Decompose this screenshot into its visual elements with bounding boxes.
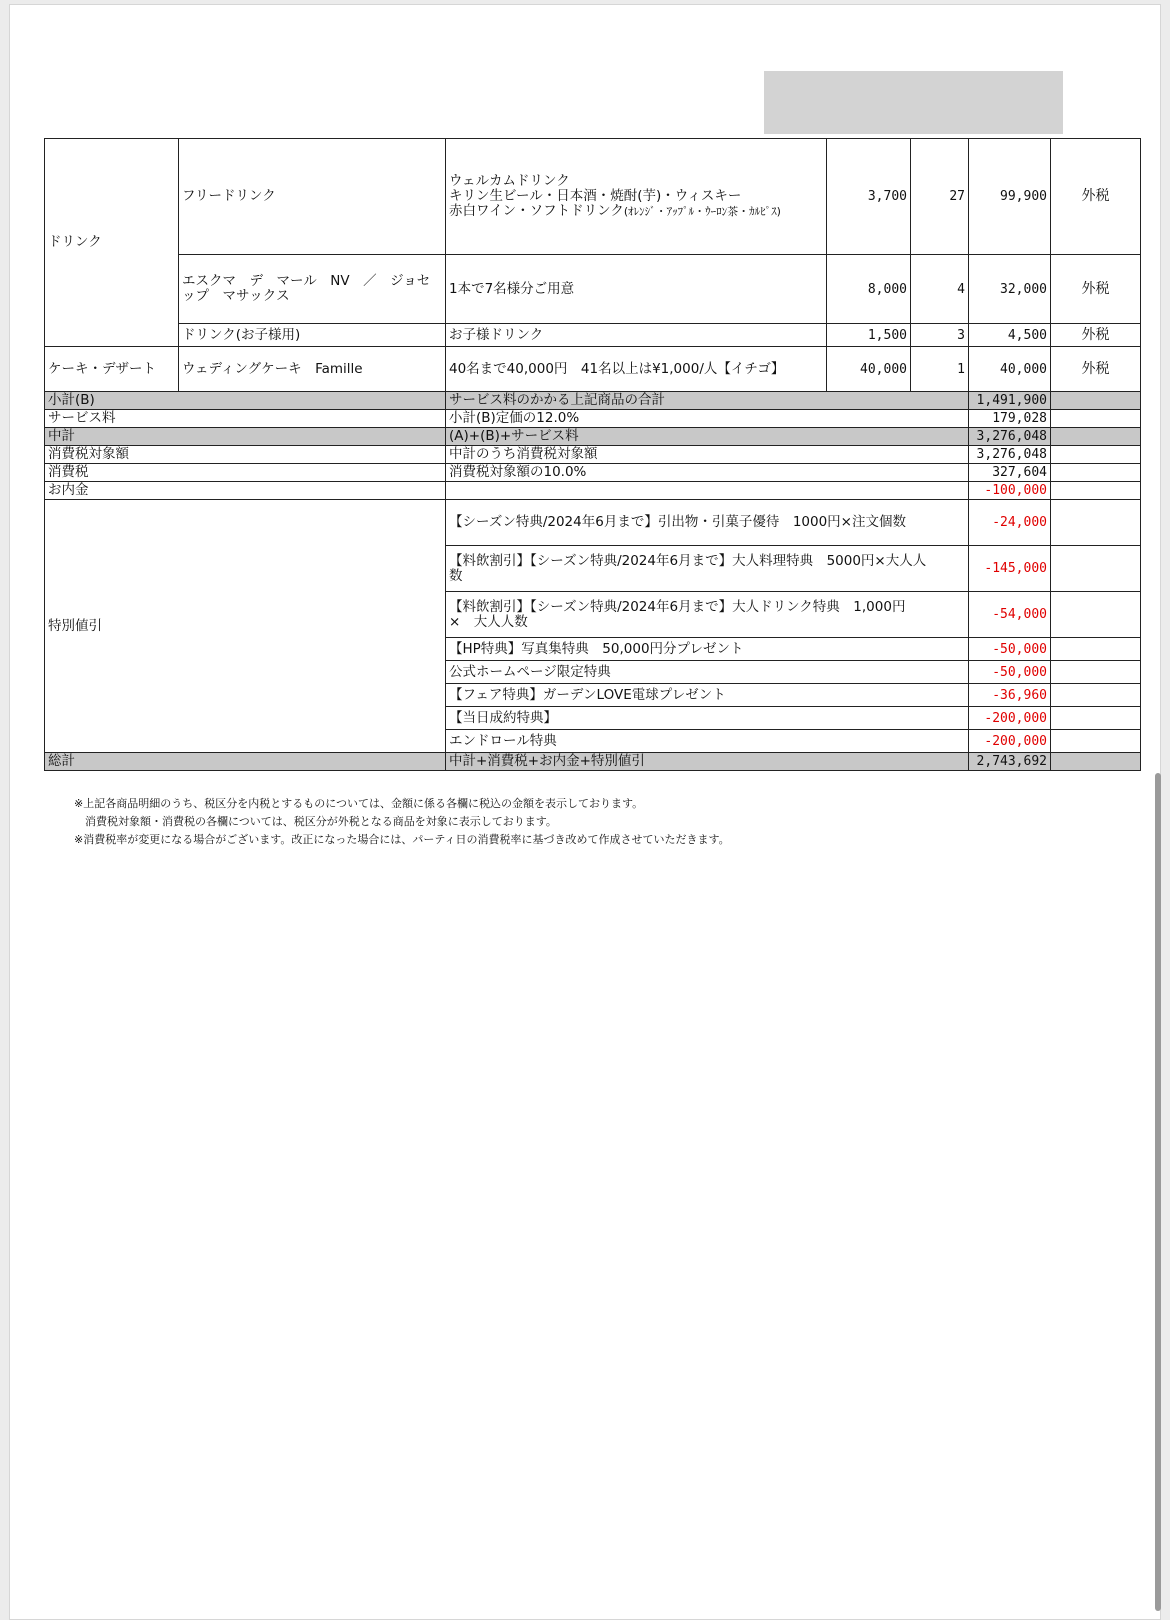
category-cell: ドリンク [45,139,179,347]
table-row [45,324,1141,347]
item-description-cell: 1本で7名様分ご用意 [446,255,827,324]
summary-description: 中計のうち消費税対象額 [446,446,969,464]
table-row [45,347,1141,392]
summary-description: 消費税対象額の10.0% [446,464,969,482]
grand-total-row [45,753,1141,771]
summary-description: 小計(B)定価の12.0% [446,410,969,428]
tax-type-cell: 外税 [1051,324,1141,347]
discount-description: 【当日成約特典】 [446,707,969,730]
discount-amount: -200,000 [969,707,1051,730]
description-line: キリン生ビール・日本酒・焼酎(芋)・ウィスキー [449,188,742,204]
unit-price-cell: 3,700 [827,139,911,255]
summary-label: 小計(B) [45,392,446,410]
discount-description: 【料飲割引】【シーズン特典/2024年6月まで】大人ドリンク特典 1,000円 × 大人人数 [446,592,969,638]
quantity-cell: 1 [911,347,969,392]
description-line: ウェルカムドリンク [449,173,570,189]
discount-description: 【料飲割引】【シーズン特典/2024年6月まで】大人料理特典 5000円×大人人 数 [446,546,969,592]
middle-total-row [45,428,1141,446]
discount-amount: -50,000 [969,638,1051,661]
summary-amount: 179,028 [969,410,1051,428]
discount-description: 【フェア特典】ガーデンLOVE電球プレゼント [446,684,969,707]
discount-description: 【シーズン特典/2024年6月まで】引出物・引菓子優待 1000円×注文個数 [446,500,969,546]
category-cell: ケーキ・デザート [45,347,179,392]
tax-type-cell: 外税 [1051,347,1141,392]
subtotal-b-row [45,392,1141,410]
quantity-cell: 27 [911,139,969,255]
item-name-cell: フリードリンク [179,139,446,255]
footnote-line: ※上記各商品明細のうち、税区分を内税とするものについては、金額に係る各欄に税込の金額を表示しております。 [74,797,644,810]
taxable-amount-row [45,446,1141,464]
footnote-line: ※消費税率が変更になる場合がございます。改正になった場合には、パーティ日の消費税率に基づき改めて作成させていただきます。 [74,833,730,846]
redacted-area [764,71,1063,134]
item-name-cell: ドリンク(お子様用) [179,324,446,347]
tax-type-cell: 外税 [1051,255,1141,324]
summary-amount: 1,491,900 [969,392,1051,410]
discount-amount: -36,960 [969,684,1051,707]
summary-label: 消費税 [45,464,446,482]
summary-amount: 327,604 [969,464,1051,482]
scrollbar[interactable] [1155,773,1161,1611]
discount-amount: -50,000 [969,661,1051,684]
footnote-line: 消費税対象額・消費税の各欄については、税区分が外税となる商品を対象に表示しております。 [74,815,557,828]
summary-description [446,482,969,500]
grand-total-label: 総計 [45,753,446,771]
quantity-cell: 3 [911,324,969,347]
grand-total-amount: 2,743,692 [969,753,1051,771]
table-row [45,255,1141,324]
discount-amount: -145,000 [969,546,1051,592]
summary-label: サービス料 [45,410,446,428]
item-description-cell: 40名まで40,000円 41名以上は¥1,000/人【イチゴ】 [446,347,827,392]
summary-amount: 3,276,048 [969,446,1051,464]
deposit-row [45,482,1141,500]
service-charge-row [45,410,1141,428]
quantity-cell: 4 [911,255,969,324]
unit-price-cell: 1,500 [827,324,911,347]
item-name-cell: ウェディングケーキ Famille [179,347,446,392]
amount-cell: 40,000 [969,347,1051,392]
discount-amount: -200,000 [969,730,1051,753]
discount-description: 公式ホームページ限定特典 [446,661,969,684]
amount-cell: 32,000 [969,255,1051,324]
summary-label: 中計 [45,428,446,446]
summary-description: サービス料のかかる上記商品の合計 [446,392,969,410]
summary-label: お内金 [45,482,446,500]
unit-price-cell: 8,000 [827,255,911,324]
summary-amount: -100,000 [969,482,1051,500]
document-page [9,4,1161,1620]
amount-cell: 99,900 [969,139,1051,255]
tax-type-cell: 外税 [1051,139,1141,255]
discount-description: 【HP特典】写真集特典 50,000円分プレゼント [446,638,969,661]
discount-amount: -54,000 [969,592,1051,638]
table-row [45,139,1141,255]
summary-amount: 3,276,048 [969,428,1051,446]
unit-price-cell: 40,000 [827,347,911,392]
item-description-cell [446,139,827,255]
item-description-cell: お子様ドリンク [446,324,827,347]
amount-cell: 4,500 [969,324,1051,347]
discount-row [45,500,1141,546]
summary-description: (A)+(B)+サービス料 [446,428,969,446]
special-discount-label: 特別値引 [45,500,446,753]
estimate-table [44,138,1141,771]
grand-total-description: 中計+消費税+お内金+特別値引 [446,753,969,771]
discount-amount: -24,000 [969,500,1051,546]
item-name-cell: エスクマ デ マール NV ／ ジョセップ マサックス [179,255,446,324]
description-line: 赤白ワイン・ソフトドリンク(ｵﾚﾝｼﾞ・ｱｯﾌﾟﾙ・ｳｰﾛﾝ茶・ｶﾙﾋﾟｽ) [449,203,781,219]
summary-label: 消費税対象額 [45,446,446,464]
footnotes [74,795,730,849]
consumption-tax-row [45,464,1141,482]
discount-description: エンドロール特典 [446,730,969,753]
